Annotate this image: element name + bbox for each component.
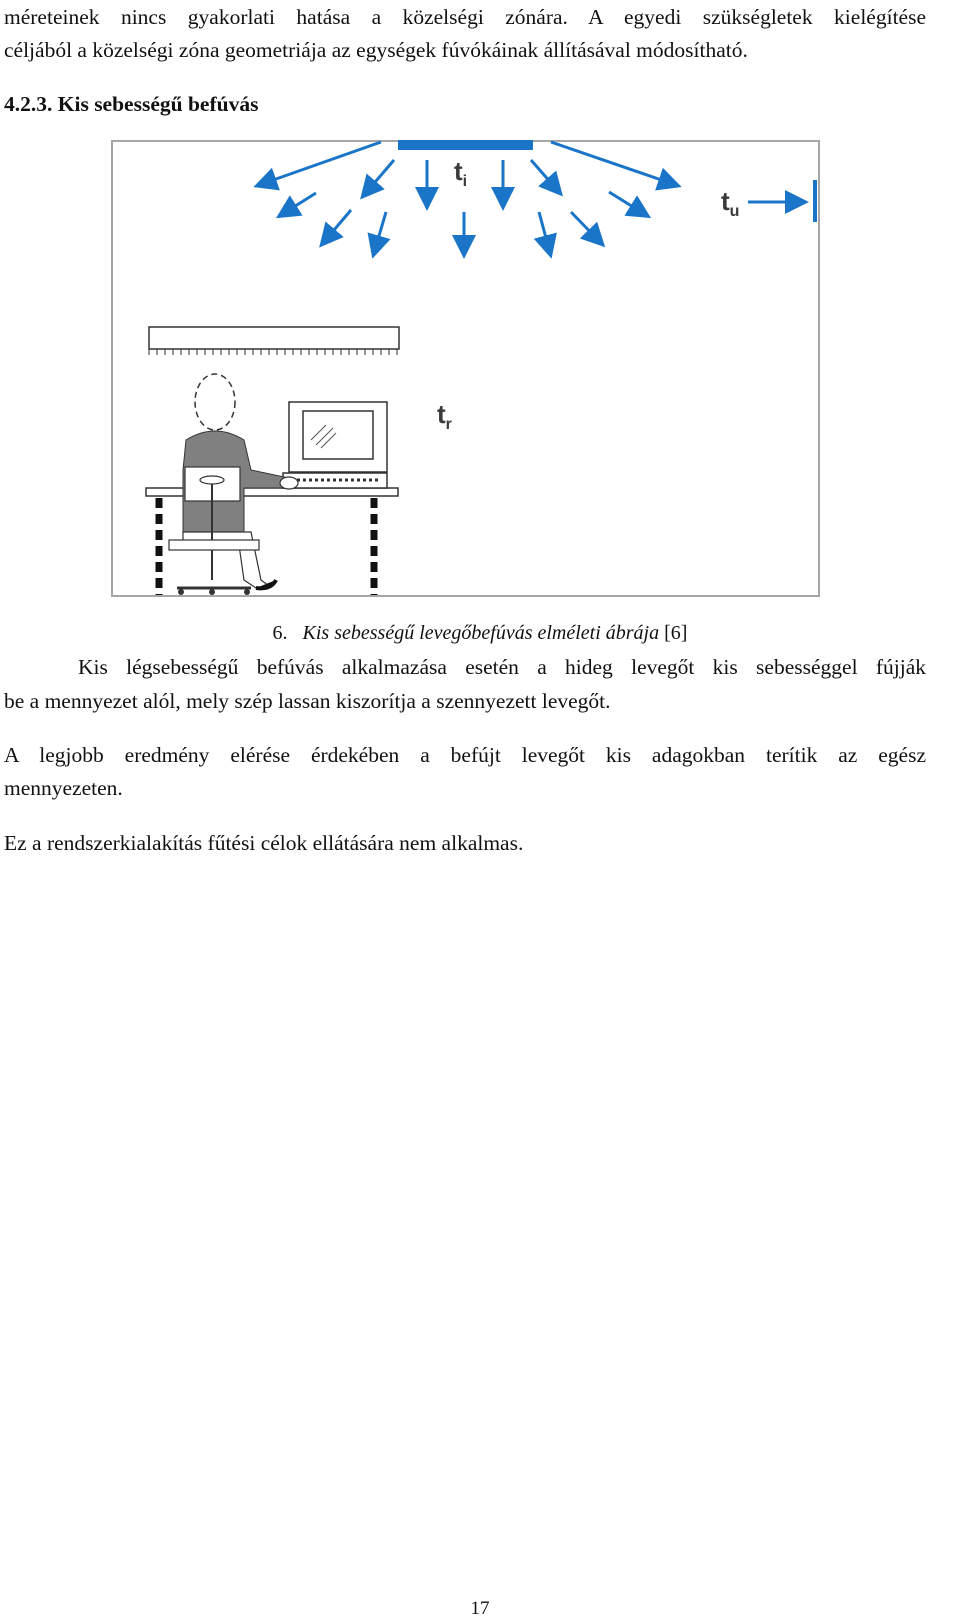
caption-text: Kis sebességű levegőbefúvás elméleti ábrája (302, 622, 660, 644)
intro-line-2: céljából a közelségi zóna geometriája az egységek fúvókáinak állításával módosítható. (4, 38, 748, 62)
low-velocity-diagram (111, 140, 821, 598)
para1-line-2: be a mennyezet alól, mely szép lassan kiszorítja a szennyezett levegőt. (4, 689, 611, 713)
page-number: 17 (470, 1598, 490, 1619)
label-tu: $t_u$ (721, 186, 740, 220)
para2-line-2: mennyezeten. (4, 776, 123, 800)
body-paragraph-3: Ez a rendszerkialakítás fűtési célok ellátására nem alkalmas. (4, 831, 524, 855)
para2-line-1: A legjobb eredmény elérése érdekében a befújt levegőt kis adagokban terítik az egész (4, 743, 926, 767)
label-ti: $t_i$ (454, 156, 468, 190)
ceiling-diffuser (398, 140, 533, 150)
caption-reference: [6] (664, 622, 688, 644)
intro-line-1: méreteinek nincs gyakorlati hatása a közelségi zónára. A egyedi szükségletek kielégítése (4, 5, 926, 29)
exhaust-grille (813, 180, 817, 222)
section-heading: 4.2.3. Kis sebességű befúvás (4, 92, 259, 116)
figure-caption (0, 622, 960, 645)
para1-line-1: Kis légsebességű befúvás alkalmazása esetén a hideg levegőt kis sebességgel fújják (78, 655, 926, 679)
ceiling-light-fixture (149, 327, 399, 355)
caption-number: 6. (272, 622, 288, 644)
label-tr: $t_r$ (437, 399, 452, 433)
computer (283, 402, 387, 488)
person (169, 374, 298, 595)
